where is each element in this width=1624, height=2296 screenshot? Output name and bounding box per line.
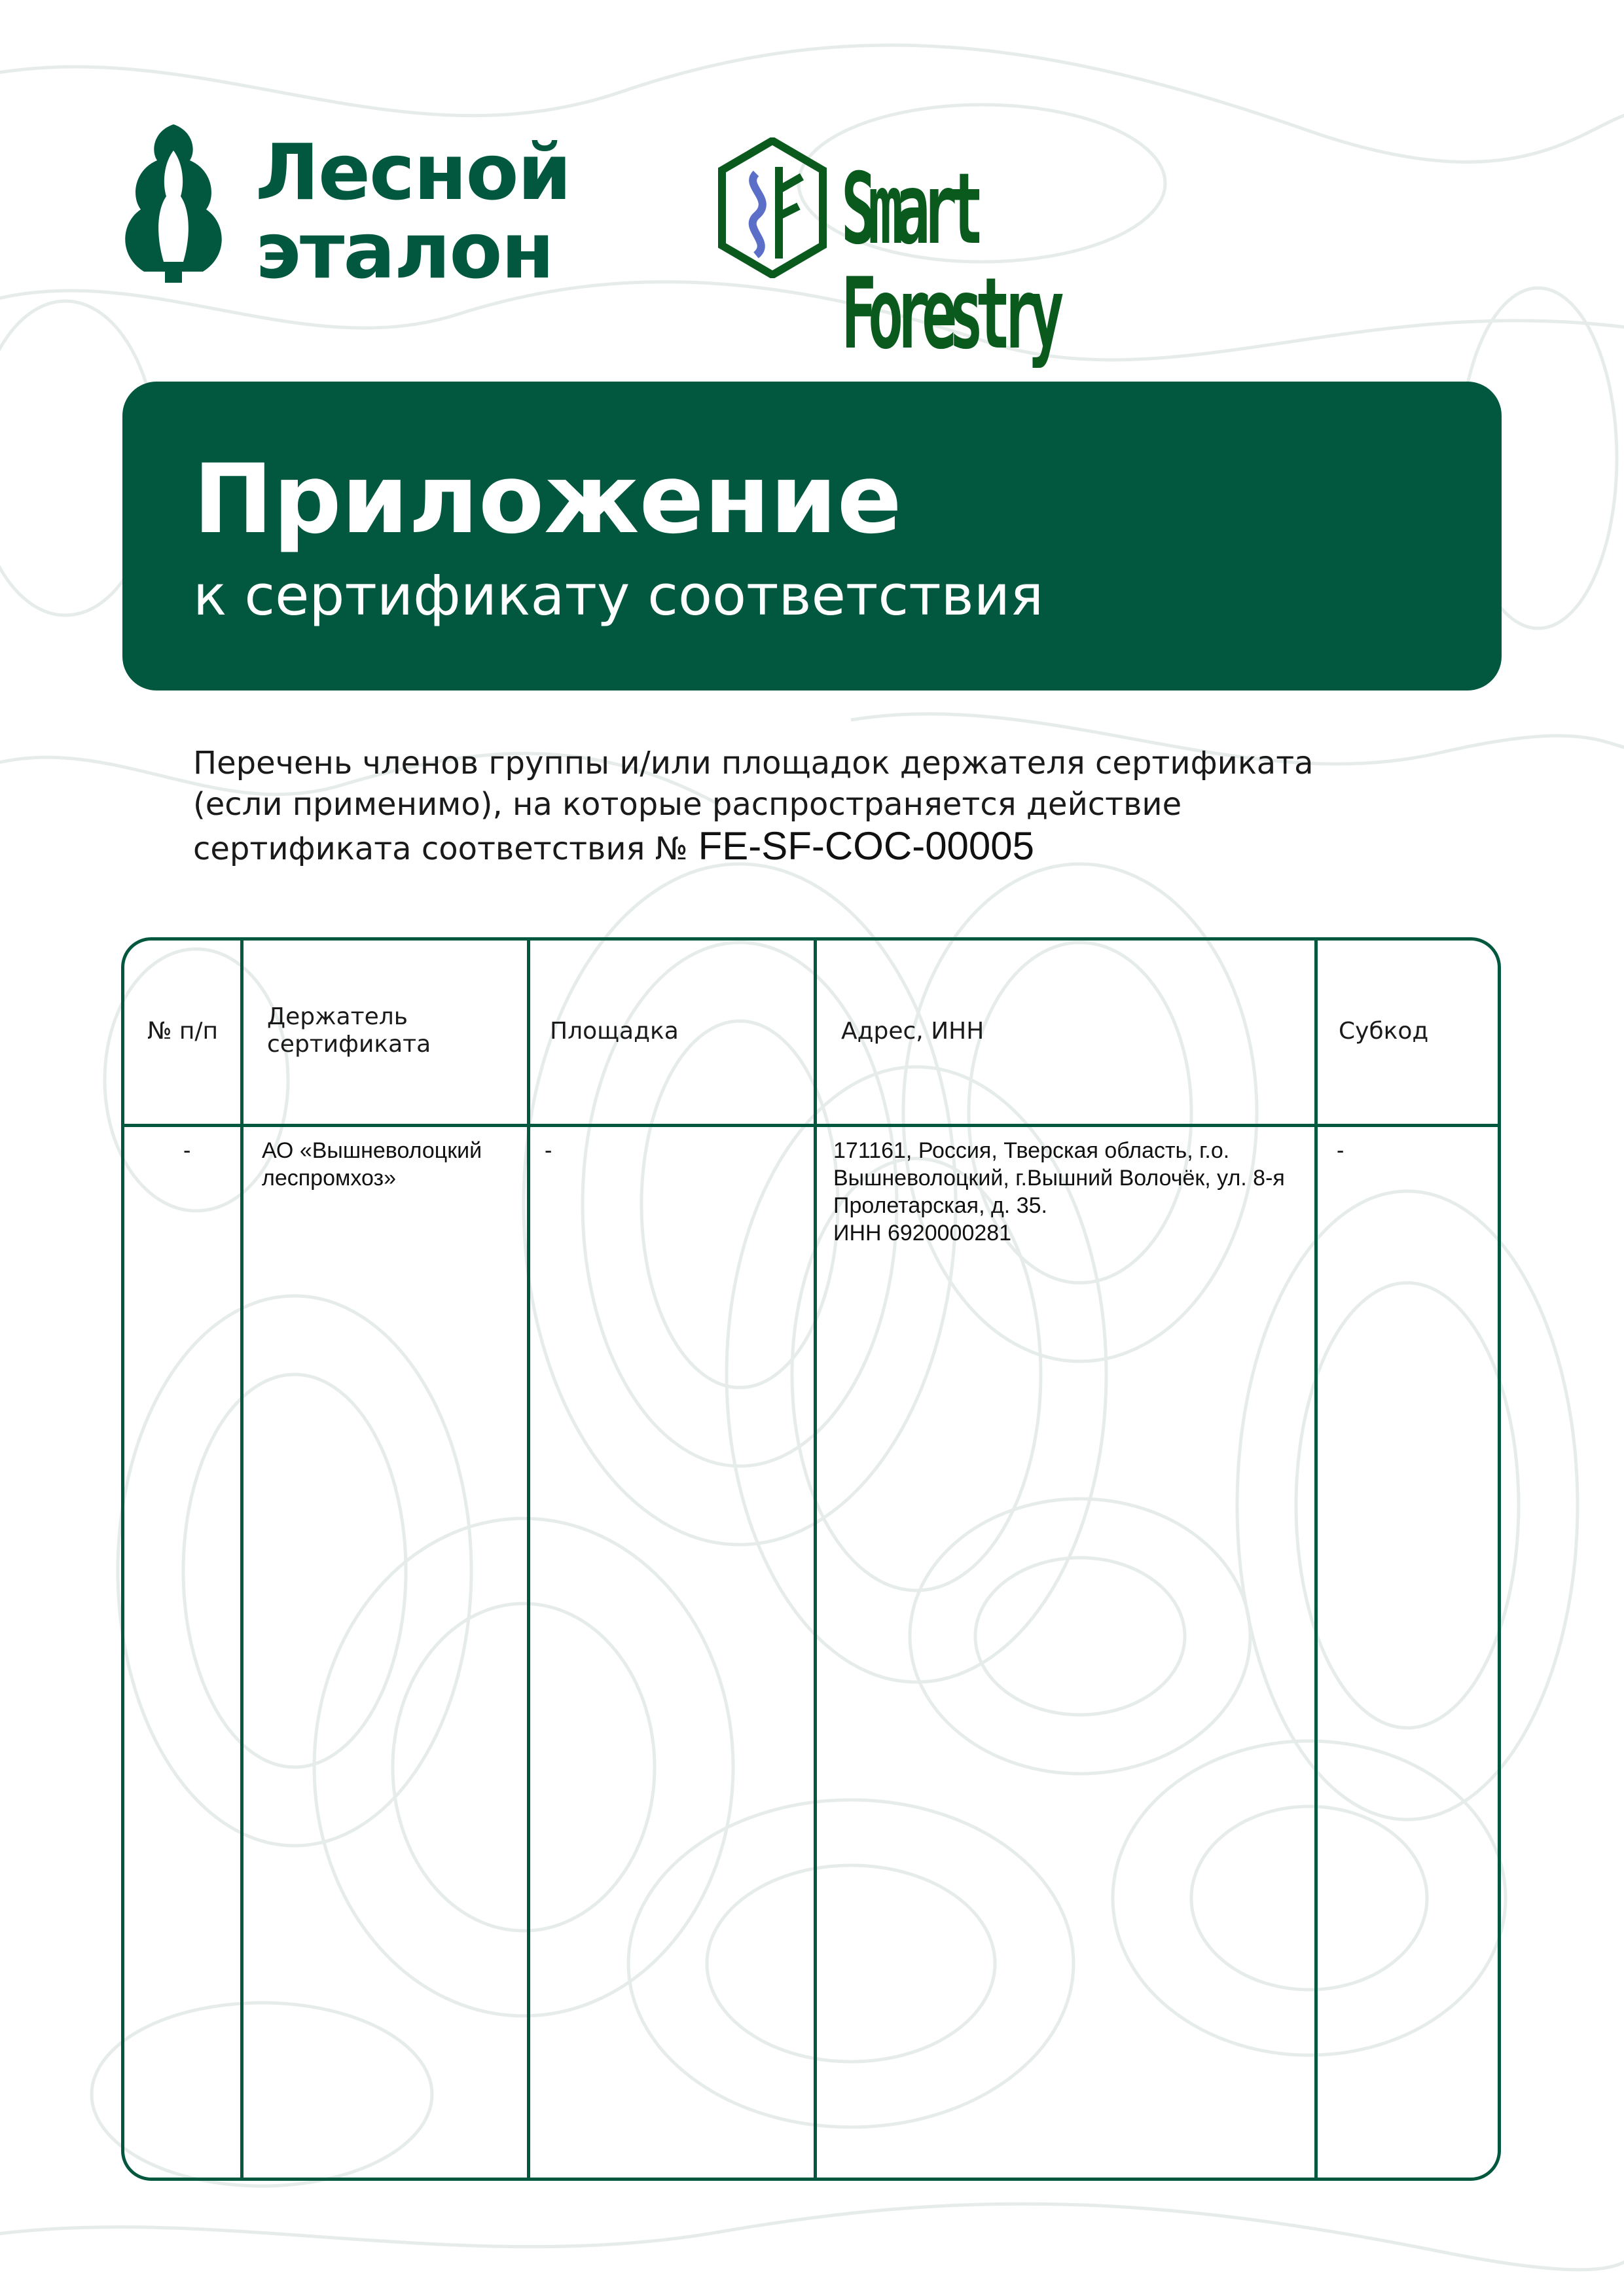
lesnoy-logo-line1: Лесной xyxy=(255,127,571,217)
smart-forestry-logo xyxy=(717,137,1267,371)
cell-address-line4: ИНН 6920000281 xyxy=(833,1221,1012,1246)
cell-site: - xyxy=(545,1138,552,1163)
title-banner xyxy=(122,382,1502,691)
members-table xyxy=(121,937,1501,2181)
cell-subcode: - xyxy=(1337,1138,1344,1163)
intro-line-3-text: сертификата соответствия № xyxy=(193,831,688,867)
header-holder-line2: сертификата xyxy=(267,1031,431,1058)
page-subtitle: к сертификату соответствия xyxy=(193,564,1044,628)
fir-tree-icon xyxy=(118,124,229,285)
cell-holder-line2: леспромхоз» xyxy=(262,1166,396,1191)
cell-holder xyxy=(262,1137,482,1192)
header-holder xyxy=(267,1003,431,1058)
certificate-number: FE-SF-COC-00005 xyxy=(698,824,1035,868)
intro-line-3 xyxy=(193,825,1437,870)
header-num: № п/п xyxy=(147,1018,219,1045)
smart-forestry-wordmark: Smart Forestry xyxy=(841,152,1056,371)
header-subcode: Субкод xyxy=(1339,1018,1429,1045)
intro-paragraph xyxy=(193,743,1437,870)
hexagon-sf-icon xyxy=(717,137,828,278)
lesnoy-logo-line2: эталон xyxy=(255,206,553,296)
table-header-divider xyxy=(124,1124,1498,1127)
intro-line-2: (если применимо), на которые распространяется действие xyxy=(193,786,1182,823)
cell-address xyxy=(833,1137,1285,1247)
lesnoy-etalon-logo xyxy=(118,121,571,296)
header-site: Площадка xyxy=(550,1018,679,1045)
cell-address-line1: 171161, Россия, Тверская область, г.о. xyxy=(833,1138,1230,1163)
cell-num: - xyxy=(183,1138,191,1163)
header-address: Адрес, ИНН xyxy=(841,1018,984,1045)
header-holder-line1: Держатель xyxy=(267,1003,408,1030)
cell-address-line3: Пролетарская, д. 35. xyxy=(833,1193,1047,1218)
page-title: Приложение xyxy=(193,444,902,555)
cell-holder-line1: АО «Вышневолоцкий xyxy=(262,1138,482,1163)
cell-address-line2: Вышневолоцкий, г.Вышний Волочёк, ул. 8-я xyxy=(833,1166,1285,1191)
intro-line-1: Перечень членов группы и/или площадок держателя сертификата xyxy=(193,745,1314,781)
